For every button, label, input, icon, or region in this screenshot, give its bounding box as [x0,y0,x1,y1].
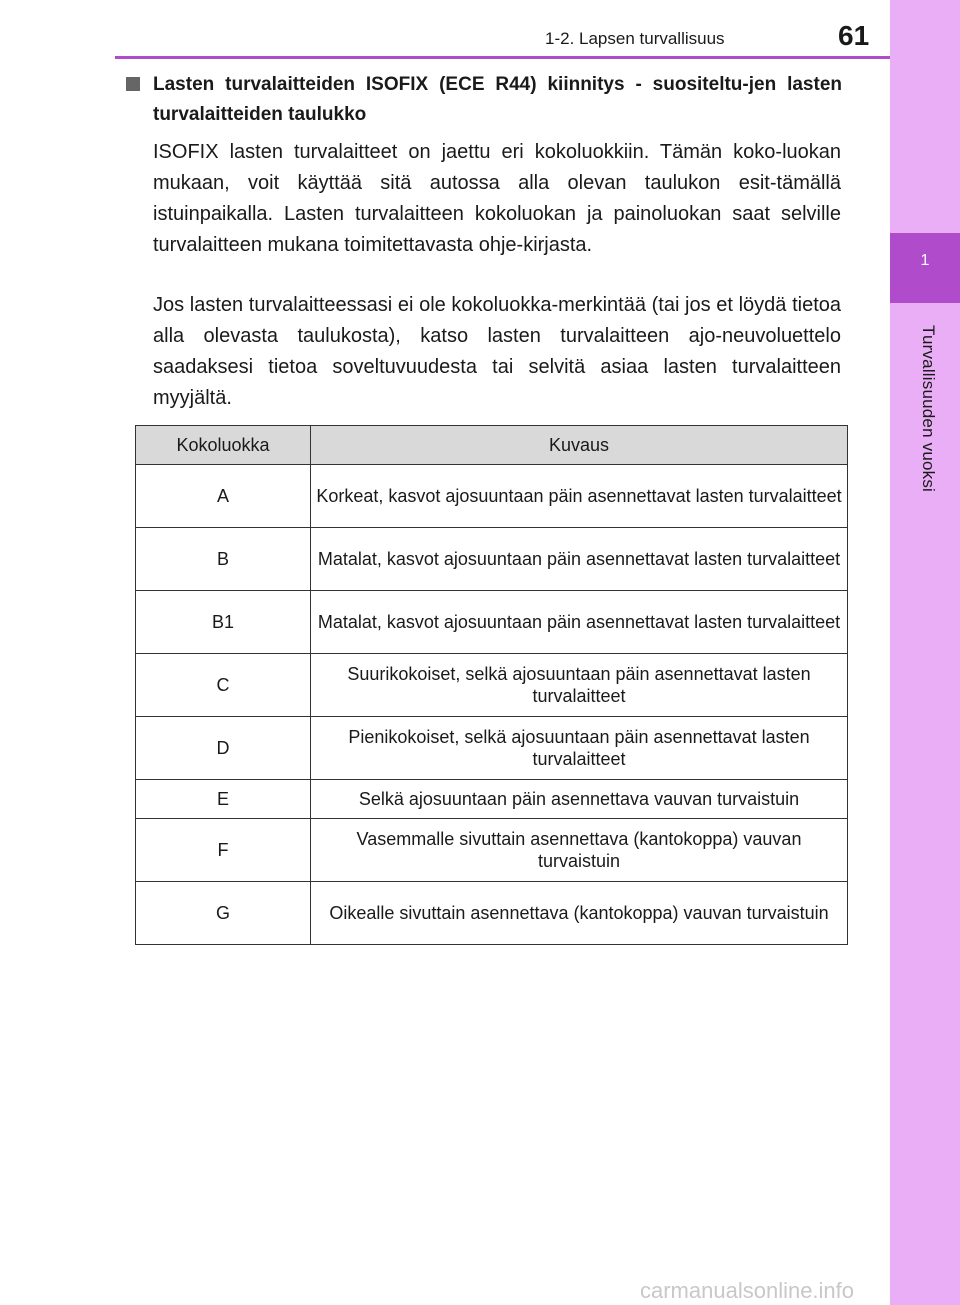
size-class-cell: E [136,780,311,819]
chapter-number: 1 [920,252,930,269]
description-cell: Oikealle sivuttain asennettava (kantokoppa) vauvan turvaistuin [311,882,848,945]
size-class-cell: B1 [136,591,311,654]
table-row [136,654,848,717]
table-row [136,465,848,528]
description-cell: Vasemmalle sivuttain asennettava (kantokoppa) vauvan turvaistuin [311,819,848,882]
description-cell: Selkä ajosuuntaan päin asennettava vauvan turvaistuin [311,780,848,819]
size-class-cell: A [136,465,311,528]
header-description: Kuvaus [311,426,848,465]
isofix-size-class-table [135,425,848,945]
paragraph-size-classes: ISOFIX lasten turvalaitteet on jaettu eri kokoluokkiin. Tämän koko-luokan mukaan, voit käyttää sitä autossa alla olevan taulukon esit-tämällä istuinpaikalla. Lasten turvalaitteen kokoluokan ja painoluokan saat selville turvalaitteen mukana toimitettavasta ohje-kirjasta. [153,141,841,256]
table-header-row [136,426,848,465]
table-row [136,528,848,591]
size-class-cell: D [136,717,311,780]
section-title: 1-2. Lapsen turvallisuus [545,29,725,48]
description-cell: Suurikokoiset, selkä ajosuuntaan päin asennettavat lasten turvalaitteet [311,654,848,717]
size-class-cell: F [136,819,311,882]
description-cell: Korkeat, kasvot ajosuuntaan päin asennettavat lasten turvalaitteet [311,465,848,528]
size-class-cell: G [136,882,311,945]
table-row [136,717,848,780]
table-row [136,591,848,654]
watermark: carmanualsonline.info [640,1278,855,1303]
table-row [136,882,848,945]
page-number: 61 [838,20,870,51]
description-cell: Matalat, kasvot ajosuuntaan päin asennettavat lasten turvalaitteet [311,528,848,591]
table-row [136,780,848,819]
size-class-cell: C [136,654,311,717]
size-class-cell: B [136,528,311,591]
chapter-title: Turvallisuuden vuoksi [919,325,938,493]
header-size-class: Kokoluokka [136,426,311,465]
description-cell: Matalat, kasvot ajosuuntaan päin asennettavat lasten turvalaitteet [311,591,848,654]
description-cell: Pienikokoiset, selkä ajosuuntaan päin asennettavat lasten turvalaitteet [311,717,848,780]
chapter-side-tab [890,0,960,1305]
paragraph-no-marking: Jos lasten turvalaitteessasi ei ole kokoluokka-merkintää (tai jos et löydä tietoa alla olevasta taulukosta), katso lasten turvalaitteen ajo-neuvoluettelo saadaksesi tietoa soveltuvuudesta tai selvitä asiaa lasten turvalaitteen myyjältä. [153,294,841,409]
square-bullet-icon [126,77,140,91]
table-row [136,819,848,882]
section-heading [126,70,842,130]
header-rule [115,56,890,59]
section-heading-text: Lasten turvalaitteiden ISOFIX (ECE R44) kiinnitys - suositeltu-jen lasten turvalaitteiden taulukko [153,74,842,125]
